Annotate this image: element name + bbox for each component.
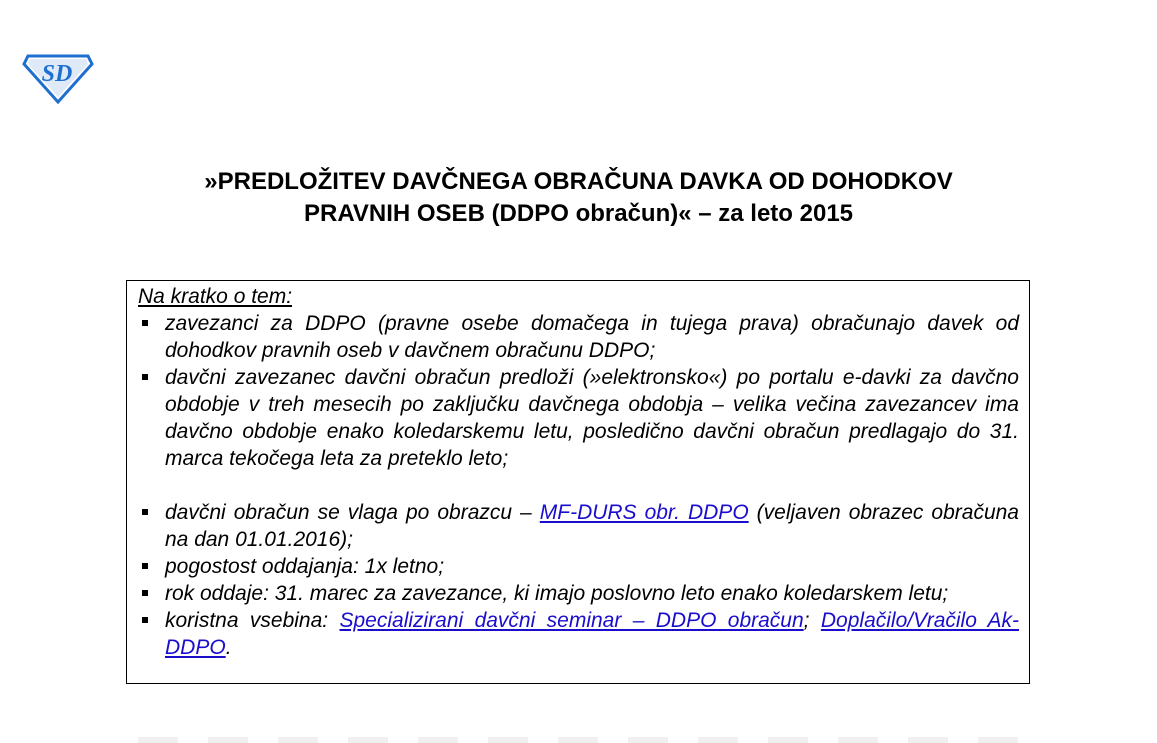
list-item-text: pogostost oddajanja: 1x letno; — [165, 555, 445, 578]
list-item-text: rok oddaje: 31. marec za zavezance, ki imajo poslovno leto enako koledarskem letu; — [165, 582, 949, 605]
title-line-1: »PREDLOŽITEV DAVČNEGA OBRAČUNA DAVKA OD DOHODKOV — [204, 168, 953, 195]
list-item-text: koristna vsebina: — [165, 609, 340, 632]
summary-box — [126, 280, 1030, 684]
sd-shield-logo-icon — [20, 50, 96, 104]
list-item-deadline — [138, 580, 1019, 607]
list-item-text: (veljaven obrazec obračuna na dan 01.01.2016); — [165, 501, 1019, 551]
list-item-useful-content — [138, 607, 1019, 661]
list-item-taxpayers — [138, 310, 1019, 364]
payment-refund-link[interactable]: Doplačilo/Vračilo Ak-DDPO — [165, 609, 1019, 659]
list-item-submission — [138, 364, 1019, 472]
summary-heading: Na kratko o tem: — [138, 285, 293, 308]
seminar-link[interactable]: Specializirani davčni seminar – DDPO obračun — [339, 609, 804, 632]
list-item-text: . — [225, 636, 232, 659]
faint-next-line — [138, 737, 1018, 743]
link-separator: ; — [803, 609, 821, 632]
title-line-2: PRAVNIH OSEB (DDPO obračun)« – za leto 2015 — [303, 200, 854, 227]
list-item-text: davčni zavezanec davčni obračun predloži (»elektronsko«) po portalu e-davki za davčno obdobje v treh mesecih po zaključku davčnega obdobja – velika večina zavezancev ima davčno obdobje enako koledarskemu letu, posledično davčni obračun predlagajo do 31. marca tekočega leta za preteklo leto; — [165, 366, 1019, 470]
list-item-frequency — [138, 553, 1019, 580]
sd-logo — [20, 50, 96, 104]
svg-text:SD: SD — [41, 61, 73, 87]
page-title — [0, 166, 1157, 230]
summary-list — [138, 310, 1019, 661]
form-ddpo-link[interactable]: MF-DURS obr. DDPO — [539, 501, 749, 524]
list-item-text: zavezanci za DDPO (pravne osebe domačega in tujega prava) obračunajo davek od dohodkov pravnih oseb v davčnem obračunu DDPO; — [165, 312, 1019, 362]
list-item-text: davčni obračun se vlaga po obrazcu – — [165, 501, 540, 524]
list-item-form — [138, 499, 1019, 553]
